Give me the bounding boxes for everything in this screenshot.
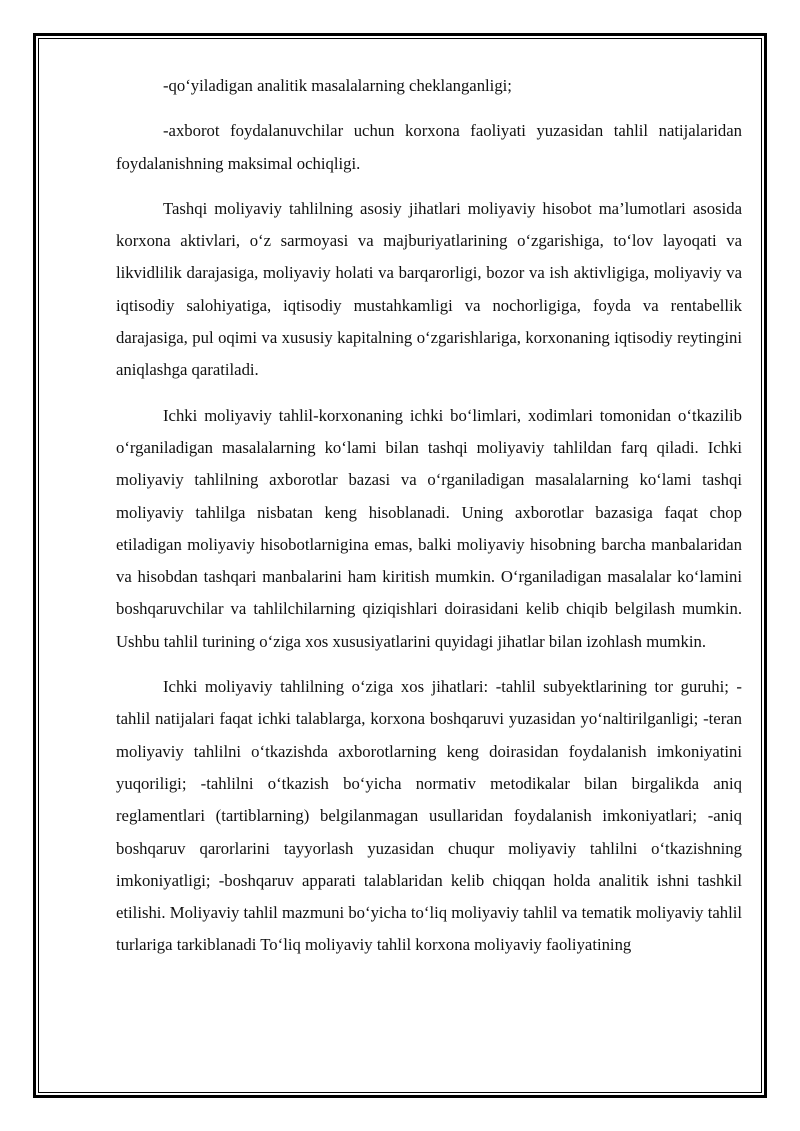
paragraph-1: -qo‘yiladigan analitik masalalarning cheklanganligi; [163,76,512,95]
document-body [116,70,742,975]
paragraph-3: Tashqi moliyaviy tahlilning asosiy jihatlari moliyaviy hisobot ma’lumotlari asosida korxona aktivlari, o‘z sarmoyasi va majburiyatlarining o‘zgarishiga, to‘lov layoqati va likvidlilik darajasiga, moliyaviy holati va barqarorligi, bozor va ish aktivligiga, moliyaviy va iqtisodiy salohiyatiga, iqtisodiy mustahkamligi va nochorligiga, foyda va rentabellik darajasiga, pul oqimi va xususiy kapitalning o‘zgarishlariga, korxonaning iqtisodiy reytingini aniqlashga qaratiladi. [116,198,742,380]
paragraph-5: Ichki moliyaviy tahlilning o‘ziga xos jihatlari: -tahlil subyektlarining tor guruhi; -tahlil natijalari faqat ichki talablarga, korxona boshqaruvi yuzasidan yo‘naltirilganligi; -teran moliyaviy tahlilni o‘tkazishda axborotlarning keng doirasidan foydalanish imkoniyatini yuqoriligi; -tahlilni o‘tkazish bo‘yicha normativ metodikalar bilan birgalikda aniq reglamentlari (tartiblarning) belgilanmagan usullaridan foydalanish imkoniyatlari; -aniq boshqaruv qarorlarini tayyorlash yuzasidan chuqur moliyaviy tahlilni o‘tkazishning imkoniyatligi; -boshqaruv apparati talablaridan kelib chiqqan holda analitik ishni tashkil etilishi. Moliyaviy tahlil mazmuni bo‘yicha to‘liq moliyaviy tahlil va tematik moliyaviy tahlil turlariga tarkiblanadi To‘liq moliyaviy tahlil korxona moliyaviy faoliyatining [116,677,742,955]
paragraph-4: Ichki moliyaviy tahlil-korxonaning ichki bo‘limlari, xodimlari tomonidan o‘tkazilib o‘rganiladigan masalalarning ko‘lami bilan tashqi moliyaviy tahlildan farq qiladi. Ichki moliyaviy tahlilning axborotlar bazasi va o‘rganiladigan masalalarning ko‘lami tashqi moliyaviy tahlilga nisbatan keng hisoblanadi. Uning axborotlar bazasiga faqat chop etiladigan moliyaviy hisobotlarnigina emas, balki moliyaviy hisobning barcha manbalaridan va hisobdan tashqari manbalarini ham kiritish mumkin. O‘rganiladigan masalalar ko‘lamini boshqaruvchilar va tahlilchilarning qiziqishlari doirasidani kelib chiqib belgilash mumkin. Ushbu tahlil turining o‘ziga xos xususiyatlarini quyidagi jihatlar bilan izohlash mumkin. [116,405,742,651]
paragraph-2: -axborot foydalanuvchilar uchun korxona faoliyati yuzasidan tahlil natijalaridan foydalanishning maksimal ochiqligi. [116,121,742,173]
